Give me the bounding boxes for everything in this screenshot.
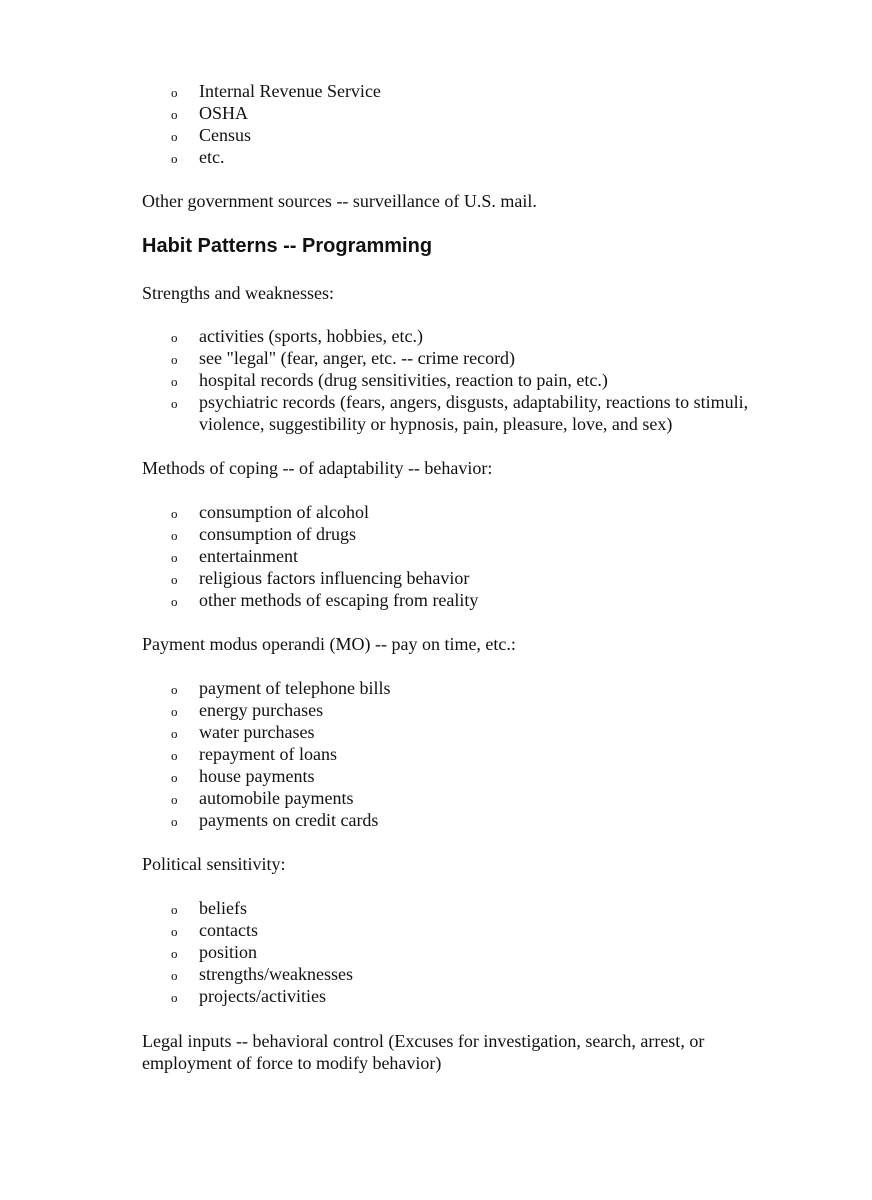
payment-list (0, 677, 872, 831)
bullet-icon: o (171, 506, 178, 521)
list-item: o religious factors influencing behavior (171, 568, 470, 588)
bullet-icon: o (171, 770, 178, 785)
bullet-icon: o (171, 396, 178, 411)
list-item: o consumption of alcohol (171, 502, 369, 522)
list-item: o entertainment (171, 546, 298, 566)
list-item: o Census (171, 125, 252, 145)
list-item: o other methods of escaping from reality (171, 590, 479, 610)
bullet-icon: o (171, 352, 178, 367)
list-item: o projects/activities (171, 986, 326, 1006)
coping-list (0, 501, 872, 611)
bullet-icon: o (171, 990, 178, 1005)
political-label: Political sensitivity: (142, 854, 286, 874)
bullet-icon: o (171, 107, 178, 122)
list-item: o energy purchases (171, 700, 324, 720)
bullet-icon: o (171, 704, 178, 719)
bullet-icon: o (171, 792, 178, 807)
legal-inputs-paragraph: Legal inputs -- behavioral control (Excuses for investigation, search, arrest, or employment of force to modify behavior) (142, 1031, 705, 1073)
list-item: o OSHA (171, 103, 249, 123)
bullet-icon: o (171, 902, 178, 917)
bullet-icon: o (171, 550, 178, 565)
payment-label: Payment modus operandi (MO) -- pay on time, etc.: (142, 634, 516, 654)
list-item: o consumption of drugs (171, 524, 356, 544)
list-item: o strengths/weaknesses (171, 964, 353, 984)
strengths-label: Strengths and weaknesses: (142, 283, 334, 303)
political-list (0, 897, 872, 1007)
list-item: o hospital records (drug sensitivities, reaction to pain, etc.) (171, 370, 608, 390)
list-item: o beliefs (171, 898, 247, 918)
bullet-icon: o (171, 946, 178, 961)
bullet-icon: o (171, 814, 178, 829)
list-item: o payments on credit cards (171, 810, 379, 830)
bullet-icon: o (171, 374, 178, 389)
bullet-icon: o (171, 528, 178, 543)
bullet-icon: o (171, 682, 178, 697)
list-item: o activities (sports, hobbies, etc.) (171, 326, 423, 346)
bullet-icon: o (171, 968, 178, 983)
bullet-icon: o (171, 924, 178, 939)
bullet-icon: o (171, 330, 178, 345)
list-item: o psychiatric records (fears, angers, disgusts, adaptability, reactions to stimuli, violence, suggestibility or hypnosis, pain, pleasure, love, and sex) (171, 392, 749, 434)
section-heading: Habit Patterns -- Programming (142, 235, 433, 257)
list-item: o water purchases (171, 722, 315, 742)
strengths-list (0, 325, 872, 435)
list-item: o repayment of loans (171, 744, 337, 764)
list-item: o automobile payments (171, 788, 354, 808)
bullet-icon: o (171, 151, 178, 166)
list-item: o house payments (171, 766, 315, 786)
list-item: o see "legal" (fear, anger, etc. -- crime record) (171, 348, 516, 368)
list-item: o contacts (171, 920, 258, 940)
other-sources-paragraph: Other government sources -- surveillance of U.S. mail. (142, 191, 537, 211)
bullet-icon: o (171, 85, 178, 100)
bullet-icon: o (171, 594, 178, 609)
bullet-icon: o (171, 748, 178, 763)
coping-label: Methods of coping -- of adaptability -- behavior: (142, 458, 493, 478)
list-item: o payment of telephone bills (171, 678, 391, 698)
list-item: o Internal Revenue Service (171, 81, 381, 101)
top-list (0, 80, 872, 168)
list-item: o etc. (171, 147, 225, 167)
list-item: o position (171, 942, 258, 962)
bullet-icon: o (171, 726, 178, 741)
bullet-icon: o (171, 129, 178, 144)
bullet-icon: o (171, 572, 178, 587)
